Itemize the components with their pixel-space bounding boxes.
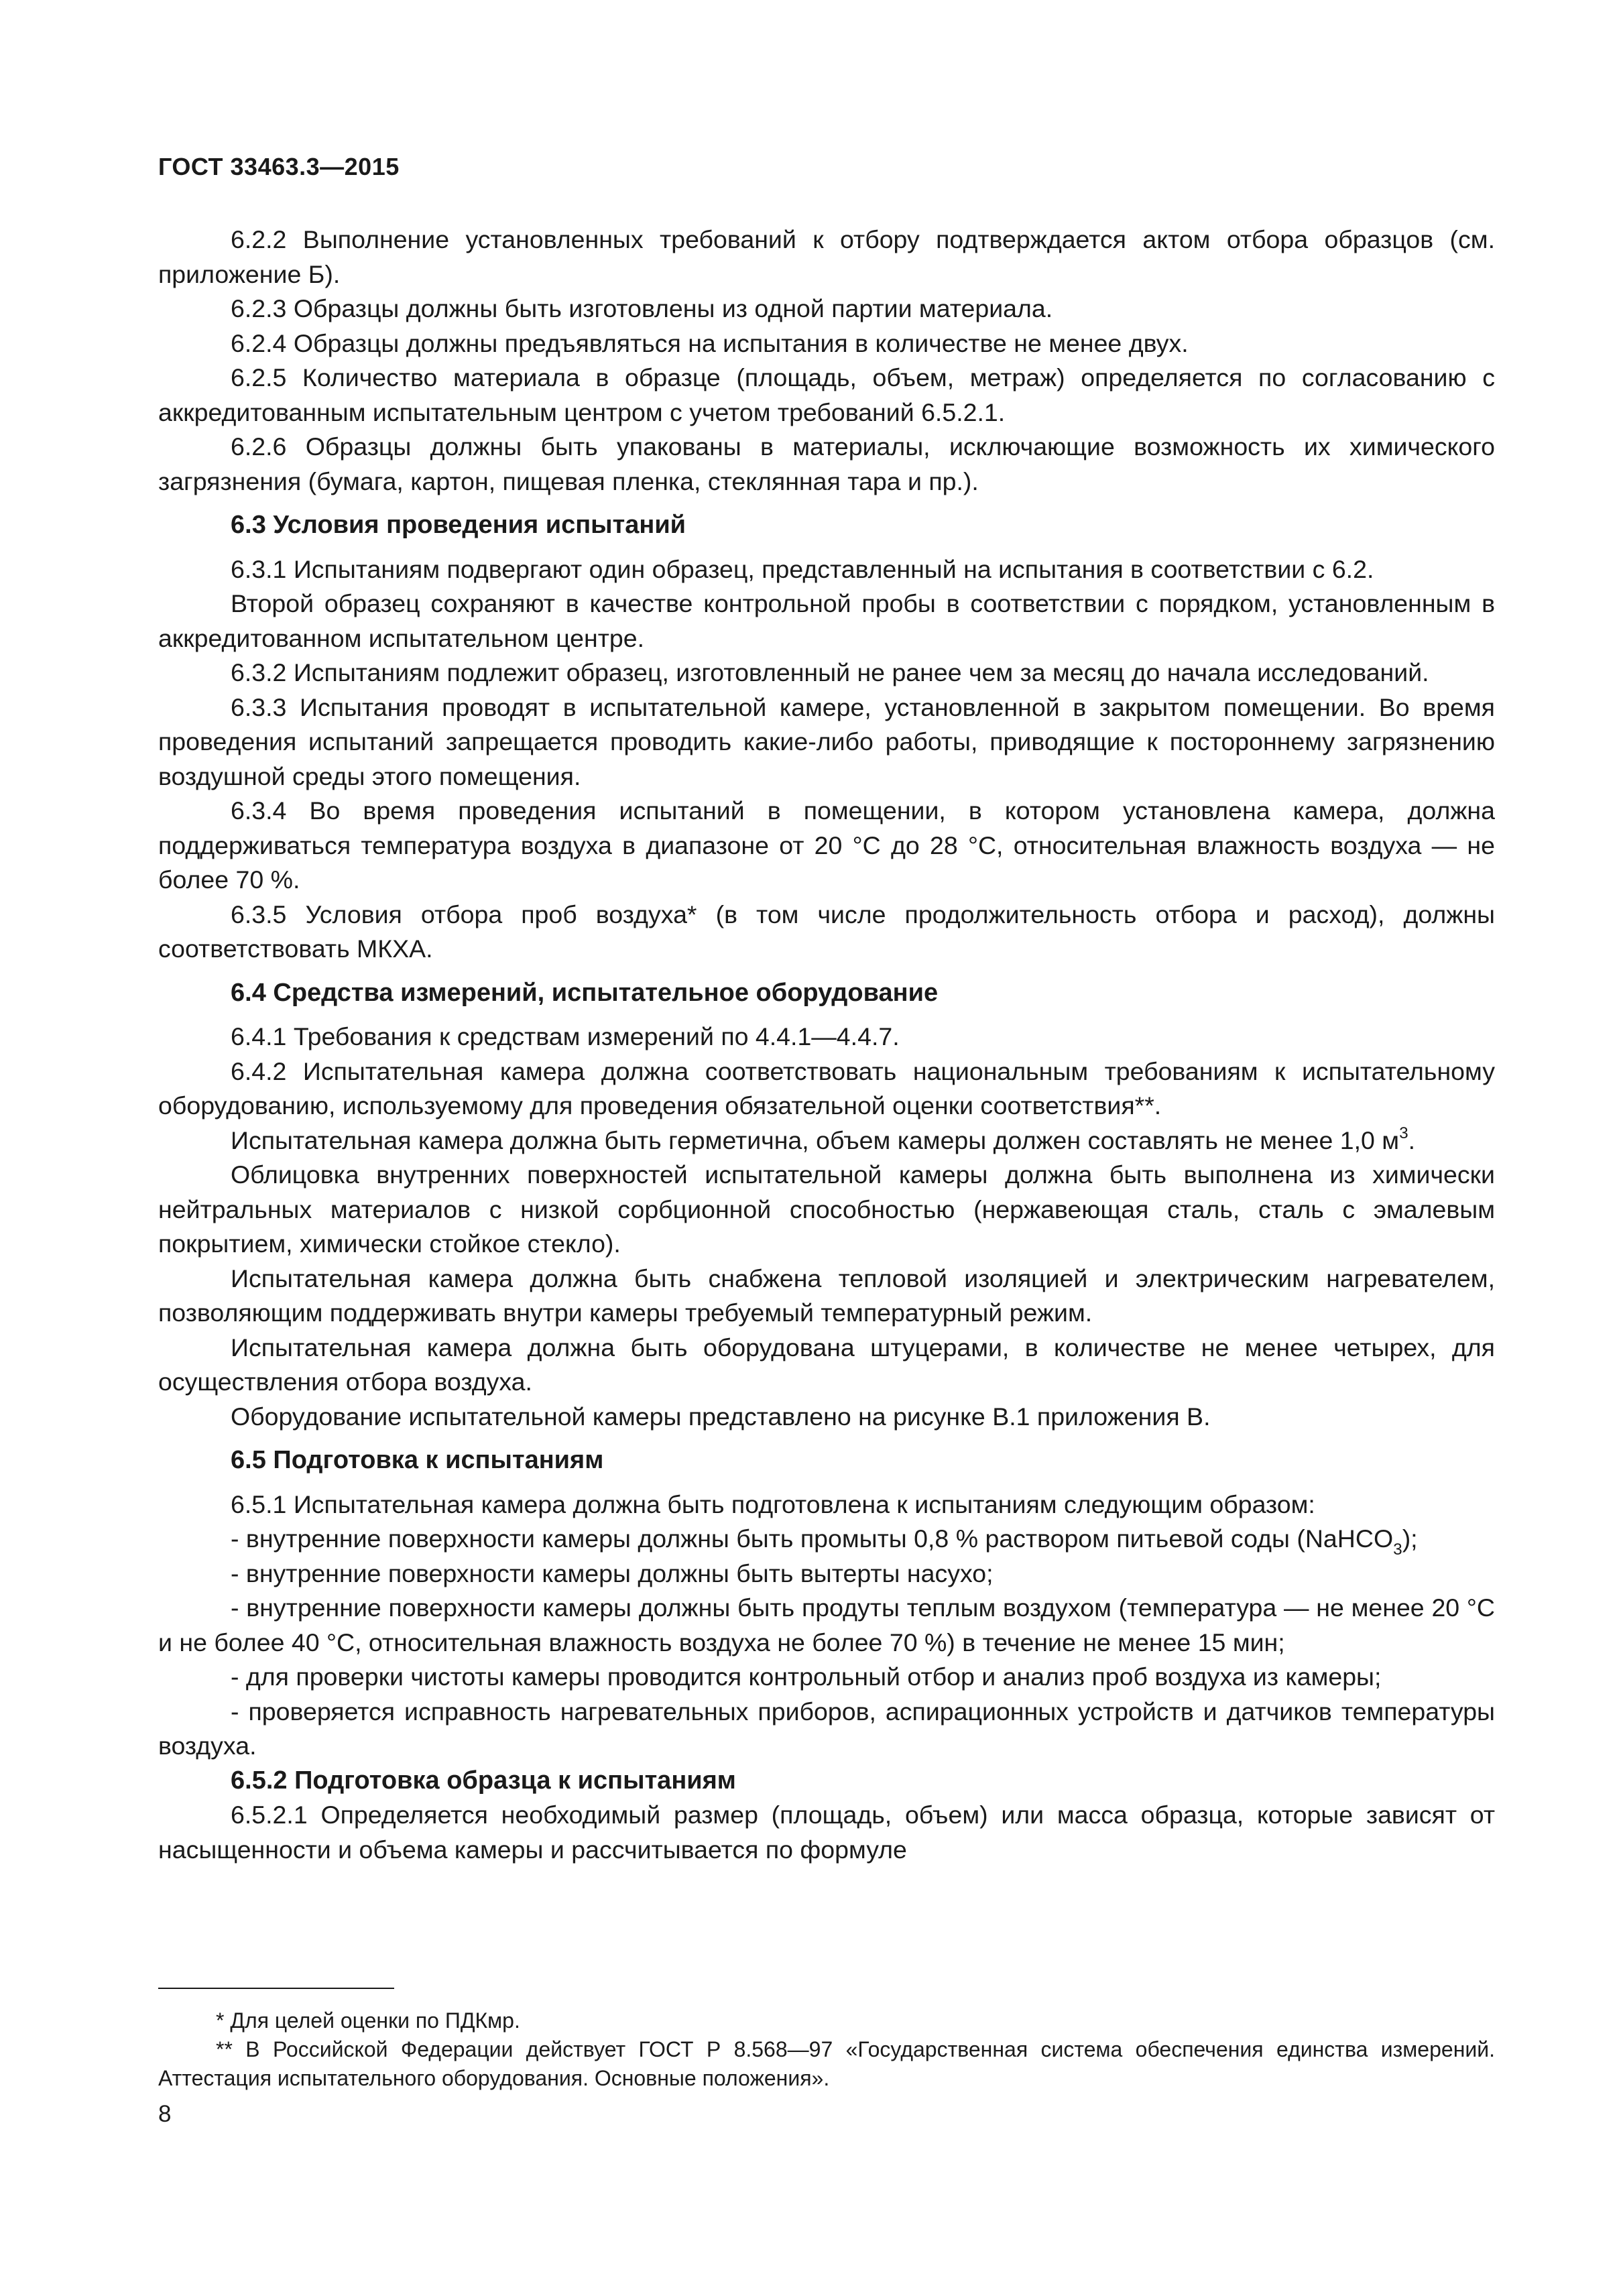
list-item-wash: [158, 1522, 1495, 1557]
paragraph-chamber-insulation: Испытательная камера должна быть снабжена тепловой изоляцией и электрическим нагревателем, позволяющим поддерживать внутри камеры требуемый температурный режим.: [158, 1264, 1495, 1327]
wash-subscript: 3: [1393, 1540, 1402, 1559]
paragraph-6-5-1: 6.5.1 Испытательная камера должна быть подготовлена к испытаниям следующим образом:: [231, 1490, 1315, 1518]
footnote-2: ** В Российской Федерации действует ГОСТ Р 8.568—97 «Государственная система обеспечения единства измерений. Аттестация испытательного оборудования. Основные положения».: [158, 2037, 1495, 2090]
volume-superscript: 3: [1399, 1124, 1408, 1142]
wash-tail: );: [1402, 1524, 1418, 1553]
volume-text: Испытательная камера должна быть герметична, объем камеры должен составлять не менее 1,0 м: [231, 1126, 1400, 1154]
paragraph-6-3-2: 6.3.2 Испытаниям подлежит образец, изготовленный не ранее чем за месяц до начала исследований.: [231, 658, 1429, 686]
list-item-check-devices: - проверяется исправность нагревательных приборов, аспирационных устройств и датчиков температуры воздуха.: [158, 1697, 1495, 1760]
paragraph-6-3-5: 6.3.5 Условия отбора проб воздуха* (в том числе продолжительность отбора и расход), должны соответствовать МКХА.: [158, 900, 1495, 963]
paragraph-chamber-figure-ref: Оборудование испытательной камеры представлено на рисунке В.1 приложения В.: [231, 1402, 1211, 1431]
list-item-control-sampling: - для проверки чистоты камеры проводится контрольный отбор и анализ проб воздуха из камеры;: [231, 1663, 1382, 1691]
paragraph-chamber-fittings: Испытательная камера должна быть оборудована штуцерами, в количестве не менее четырех, для осуществления отбора воздуха.: [158, 1333, 1495, 1396]
paragraph-6-5-2-1: 6.5.2.1 Определяется необходимый размер (площадь, объем) или масса образца, которые зависят от насыщенности и объема камеры и рассчитывается по формуле: [158, 1801, 1495, 1864]
paragraph-6-2-5: 6.2.5 Количество материала в образце (площадь, объем, метраж) определяется по согласованию с аккредитованным испытательным центром с учетом требований 6.5.2.1.: [158, 363, 1495, 426]
paragraph-6-2-3: 6.2.3 Образцы должны быть изготовлены из одной партии материала.: [231, 294, 1053, 322]
list-item-blow: - внутренние поверхности камеры должны быть продуты теплым воздухом (температура — не менее 20 °С и не более 40 °С, относительная влажность воздуха не более 70 %) в течение не менее 15 мин;: [158, 1593, 1495, 1656]
paragraph-6-3-4: 6.3.4 Во время проведения испытаний в помещении, в котором установлена камера, должна поддерживаться температура воздуха в диапазоне от 20 °С до 28 °С, относительная влажность воздуха — не более 70 %.: [158, 796, 1495, 894]
footnote-1: * Для целей оценки по ПДКмр.: [216, 2008, 520, 2033]
paragraph-6-3-3: 6.3.3 Испытания проводят в испытательной камере, установленной в закрытом помещении. Во время проведения испытаний запрещается проводить какие-либо работы, приводящие к постороннему загрязнению воздушной среды этого помещения.: [158, 692, 1495, 790]
paragraph-chamber-lining: Облицовка внутренних поверхностей испытательной камеры должна быть выполнена из химически нейтральных материалов с низкой сорбционной способностью (нержавеющая сталь, сталь с эмалевым покрытием, химически стойкое стекло).: [158, 1160, 1495, 1258]
document-code-header: ГОСТ 33463.3—2015: [158, 153, 400, 180]
list-item-dry: - внутренние поверхности камеры должны быть вытерты насухо;: [231, 1559, 994, 1587]
page-number: 8: [158, 2101, 172, 2127]
paragraph-6-2-4: 6.2.4 Образцы должны предъявляться на испытания в количестве не менее двух.: [231, 328, 1189, 357]
paragraph-6-4-1: 6.4.1 Требования к средствам измерений по 4.4.1—4.4.7.: [231, 1022, 900, 1050]
paragraph-6-4-2: 6.4.2 Испытательная камера должна соответствовать национальным требованиям к испытательному оборудованию, используемому для проведения обязательной оценки соответствия**.: [158, 1056, 1495, 1120]
paragraph-6-3-1: 6.3.1 Испытаниям подвергают один образец, представленный на испытания в соответствии с 6.2.: [231, 554, 1374, 583]
paragraph-6-3-1-second-sample: Второй образец сохраняют в качестве контрольной пробы в соответствии с порядком, установленным в аккредитованном испытательном центре.: [158, 589, 1495, 652]
footnotes: [158, 2006, 1495, 2093]
section-heading-6-4: 6.4 Средства измерений, испытательное оборудование: [231, 978, 939, 1007]
section-heading-6-3: 6.3 Условия проведения испытаний: [231, 511, 686, 539]
footnote-divider: [158, 1988, 394, 1989]
section-heading-6-5: 6.5 Подготовка к испытаниям: [231, 1446, 604, 1474]
paragraph-6-2-6: 6.2.6 Образцы должны быть упакованы в материалы, исключающие возможность их химического загрязнения (бумага, картон, пищевая пленка, стеклянная тара и пр.).: [158, 432, 1495, 495]
paragraph-chamber-volume: [158, 1124, 1495, 1158]
subsection-heading-6-5-2: 6.5.2 Подготовка образца к испытаниям: [231, 1766, 736, 1795]
paragraph-6-2-2: 6.2.2 Выполнение установленных требований к отбору подтверждается актом отбора образцов (см. приложение Б).: [158, 225, 1495, 288]
document-body: [158, 223, 1495, 1867]
wash-text: - внутренние поверхности камеры должны быть промыты 0,8 % раствором питьевой соды (NaHCO: [231, 1524, 1394, 1553]
volume-tail: .: [1408, 1126, 1416, 1154]
